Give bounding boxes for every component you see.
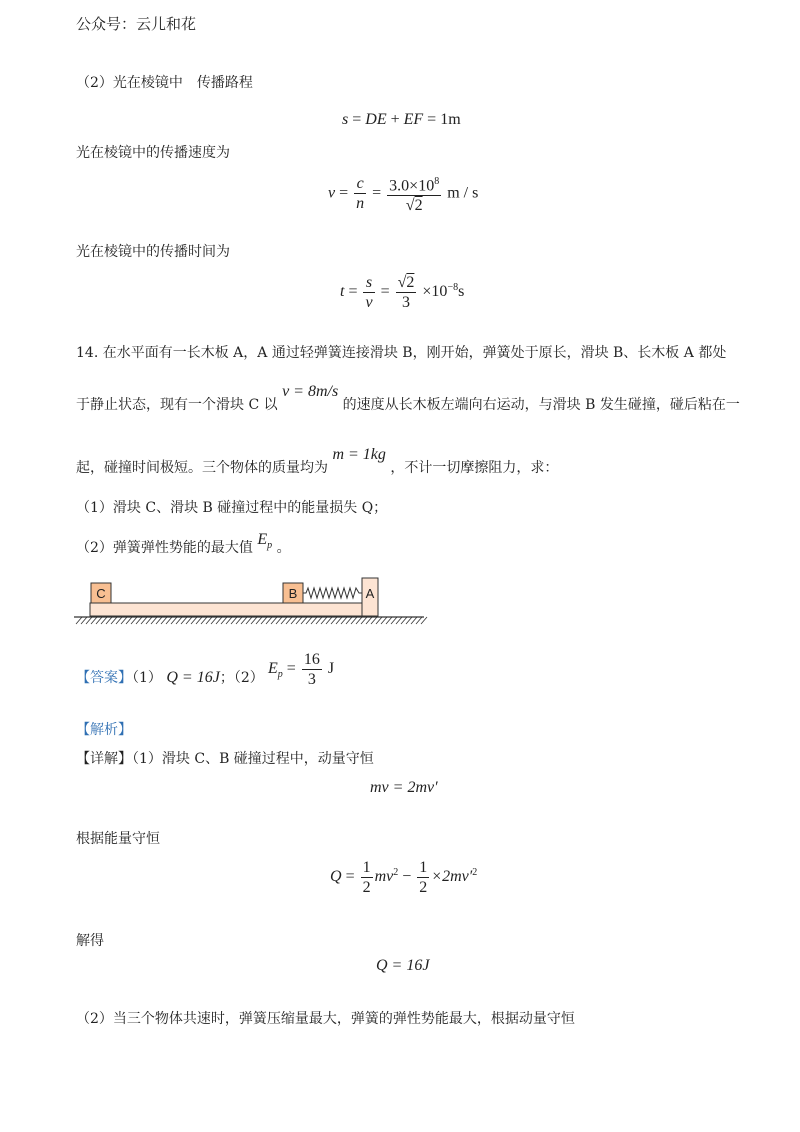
- hatch-line: [206, 617, 212, 624]
- hatch-line: [86, 617, 92, 624]
- label-b: B: [288, 586, 298, 601]
- hatch-line: [346, 617, 352, 624]
- hatch-line: [351, 617, 357, 624]
- hatch-line: [266, 617, 272, 624]
- hatch-line: [311, 617, 317, 624]
- hatch-line: [126, 617, 132, 624]
- hatch-line: [391, 617, 397, 624]
- hatch-line: [421, 617, 427, 624]
- source-header: 公众号：云儿和花: [76, 15, 197, 33]
- hatch-line: [161, 617, 167, 624]
- hatch-line: [241, 617, 247, 624]
- frac-num: c: [354, 174, 366, 194]
- eq-energy-term2: ×2mv′: [431, 868, 473, 886]
- q2-text: （2）弹簧弹性势能的最大值: [76, 540, 253, 556]
- label-c: C: [96, 586, 106, 601]
- hatch-line: [271, 617, 277, 624]
- hatch-line: [406, 617, 412, 624]
- hatch-line: [196, 617, 202, 624]
- given-velocity: v = 8m/s: [282, 383, 339, 400]
- hatch-line: [336, 617, 342, 624]
- hatch-line: [261, 617, 267, 624]
- frac-den: n: [356, 195, 365, 213]
- equation-energy: Q = $\frac{1}{2}$ $mv^2$ − $\frac{1}{2}$ $\times 2mv'^2$: [330, 859, 478, 896]
- frac-den: 2: [419, 879, 428, 896]
- hatch-line: [326, 617, 332, 624]
- hatch-line: [296, 617, 302, 624]
- step1-text: （1）滑块 C、B 碰撞过程中，动量守恒: [132, 751, 374, 767]
- long-board-a: [90, 603, 362, 616]
- equation-result: Q = 16J: [376, 957, 430, 974]
- equation-momentum: mv = 2mv′: [370, 779, 438, 796]
- hatch-line: [226, 617, 232, 624]
- line3-text-a: 起，碰撞时间极短。三个物体的质量均为: [76, 460, 328, 476]
- solve-text: 解得: [76, 933, 104, 949]
- eq-path-result: 1m: [440, 111, 461, 128]
- fraction-speed-value: [387, 172, 441, 215]
- hatch-line: [101, 617, 107, 624]
- hatch-line: [416, 617, 422, 624]
- eq-energy-sq1: 2: [393, 866, 399, 878]
- time-text: 光在棱镜中的传播时间为: [76, 244, 230, 260]
- fraction-sqrt2-over-3: [396, 273, 417, 312]
- hatch-line: [151, 617, 157, 624]
- frac-num: 1: [419, 859, 428, 876]
- eq-energy-term1: mv: [374, 868, 394, 886]
- answer-line: [76, 668, 264, 688]
- detail-tag: 【详解】: [76, 751, 132, 767]
- frac-num: √2: [397, 274, 415, 291]
- hatch-line: [166, 617, 172, 624]
- given-mass: m = 1kg: [332, 446, 386, 463]
- frac-num: 16: [303, 651, 320, 668]
- line2-text-a: 于静止状态，现有一个滑块 C 以: [76, 397, 278, 413]
- eq-path-ef: EF: [403, 111, 424, 128]
- hatch-line: [401, 617, 407, 624]
- analysis-tag: 【解析】: [76, 722, 132, 738]
- answer2-unit: J: [327, 660, 335, 678]
- hatch-line: [236, 617, 242, 624]
- hatch-line: [176, 617, 182, 624]
- eq-path-de: DE: [365, 111, 387, 128]
- hatch-line: [316, 617, 322, 624]
- hatch-line: [91, 617, 97, 624]
- eq-time-exp: −8: [447, 281, 459, 293]
- detail-line: [76, 749, 374, 769]
- eq-speed-lhs: v: [328, 184, 336, 202]
- fraction-half-b: [417, 858, 429, 897]
- hatch-line: [361, 617, 367, 624]
- hatch-line: [371, 617, 377, 624]
- ground-hatching: [76, 617, 427, 624]
- hatch-line: [146, 617, 152, 624]
- hatch-line: [231, 617, 237, 624]
- problem14-line3: [76, 446, 559, 478]
- answer-1: Q = 16J: [166, 669, 220, 686]
- answer2-symbol: $E_p$: [268, 660, 283, 681]
- step2-text: （2）当三个物体共速时，弹簧压缩量最大，弹簧的弹性势能最大，根据动量守恒: [76, 1011, 575, 1027]
- label-a: A: [365, 586, 375, 601]
- eq-energy-sq2: 2: [472, 866, 478, 878]
- frac-num: $3.0\times 10^8$: [387, 172, 441, 196]
- hatch-line: [411, 617, 417, 624]
- hatch-line: [131, 617, 137, 624]
- hatch-line: [191, 617, 197, 624]
- hatch-line: [216, 617, 222, 624]
- question-1: （1）滑块 C、滑块 B 碰撞过程中的能量损失 Q；: [76, 500, 388, 516]
- eq-speed-unit: m / s: [447, 184, 479, 202]
- problem14-line2: [76, 383, 740, 415]
- hatch-line: [116, 617, 122, 624]
- hatch-line: [171, 617, 177, 624]
- hatch-line: [376, 617, 382, 624]
- line2-text-b: 的速度从长木板左端向右运动，与滑块 B 发生碰撞，碰后粘在一: [342, 397, 740, 413]
- answer-tag: 【答案】: [76, 670, 132, 686]
- question-2: [76, 531, 291, 564]
- frac-den: 3: [402, 294, 411, 311]
- hatch-line: [306, 617, 312, 624]
- eq-time-mult: ×10: [422, 283, 448, 301]
- frac-num: 1: [362, 859, 371, 876]
- hatch-line: [301, 617, 307, 624]
- eq-path-lhs: s: [342, 111, 349, 128]
- hatch-line: [276, 617, 282, 624]
- fraction-c-over-n: [354, 174, 366, 213]
- hatch-line: [256, 617, 262, 624]
- answer-separator: ；（2）: [219, 670, 264, 686]
- hatch-line: [281, 617, 287, 624]
- hatch-line: [246, 617, 252, 624]
- hatch-line: [386, 617, 392, 624]
- eq-energy-lhs: Q: [330, 868, 342, 886]
- q2-end: 。: [276, 540, 291, 556]
- hatch-line: [396, 617, 402, 624]
- hatch-line: [286, 617, 292, 624]
- equation-speed: v = $\frac{c}{n}$ = $\frac{3.0\times 10^8}{√2}$ m / s: [328, 172, 478, 215]
- hatch-line: [96, 617, 102, 624]
- hatch-line: [111, 617, 117, 624]
- frac-den: 3: [307, 671, 316, 688]
- physics-figure: [72, 574, 428, 630]
- hatch-line: [76, 617, 82, 624]
- energy-text: 根据能量守恒: [76, 831, 160, 847]
- frac-den: √2: [405, 197, 423, 215]
- part2-label: （2）光在棱镜中 传播路程: [76, 75, 253, 91]
- hatch-line: [381, 617, 387, 624]
- line3-text-b: ，不计一切摩擦阻力，求：: [390, 460, 559, 476]
- hatch-line: [366, 617, 372, 624]
- fraction-half-a: [361, 858, 373, 897]
- hatch-line: [331, 617, 337, 624]
- hatch-line: [341, 617, 347, 624]
- hatch-line: [181, 617, 187, 624]
- equation-time: t = $\frac{s}{v}$ = $\frac{√2}{3}$ $\times 10^{-8}s$: [340, 274, 465, 311]
- hatch-line: [186, 617, 192, 624]
- frac-den: v: [365, 294, 373, 311]
- answer2-fraction: [302, 650, 322, 689]
- hatch-line: [251, 617, 257, 624]
- eq-time-unit: s: [458, 283, 465, 301]
- fraction-s-over-v: [363, 273, 374, 312]
- hatch-line: [356, 617, 362, 624]
- answer-2: $E_p$ = $\frac{16}{3}$ J: [268, 651, 335, 688]
- hatch-line: [136, 617, 142, 624]
- hatch-line: [221, 617, 227, 624]
- hatch-line: [141, 617, 147, 624]
- problem14-line1: 14. 在水平面有一长木板 A，A 通过轻弹簧连接滑块 B，刚开始，弹簧处于原长，滑块 B、长木板 A 都处: [76, 345, 727, 361]
- hatch-line: [211, 617, 217, 624]
- equation-path: s = DE + EF = 1m: [342, 111, 461, 128]
- hatch-line: [201, 617, 207, 624]
- hatch-line: [106, 617, 112, 624]
- answer-part1-label: （1）: [132, 670, 162, 686]
- hatch-line: [291, 617, 297, 624]
- spring: [303, 588, 362, 598]
- hatch-line: [81, 617, 87, 624]
- hatch-line: [321, 617, 327, 624]
- speed-text: 光在棱镜中的传播速度为: [76, 145, 230, 161]
- hatch-line: [156, 617, 162, 624]
- eq-time-lhs: t: [340, 283, 345, 301]
- frac-num: s: [363, 273, 374, 293]
- hatch-line: [121, 617, 127, 624]
- q2-symbol: $E_p$: [257, 531, 273, 552]
- frac-den: 2: [362, 879, 371, 896]
